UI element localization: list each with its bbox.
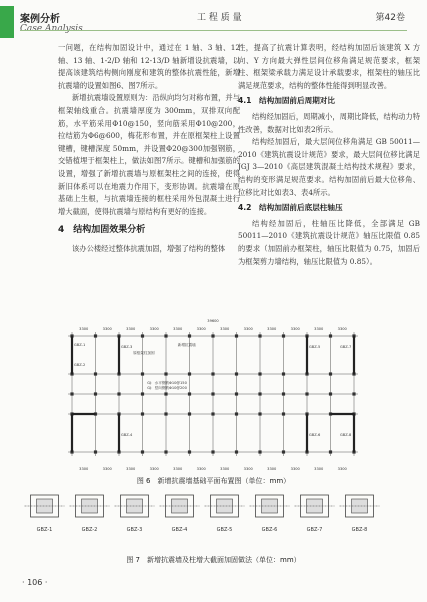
dimension-label: 3300 <box>79 327 89 331</box>
column-mark <box>258 372 261 375</box>
dimension-label: 3300 <box>196 327 206 331</box>
column-mark <box>211 372 214 375</box>
column-mark <box>141 372 144 375</box>
wall-tag: GBZ-4 <box>121 433 133 437</box>
detail-tag: GBZ-1 <box>36 527 53 533</box>
dimension-label: 3300 <box>102 467 112 471</box>
dimension-label: 3300 <box>314 467 324 471</box>
detail-tag: GBZ-3 <box>126 527 143 533</box>
dimension-label: 3300 <box>220 467 230 471</box>
wall-tag: GBZ-5 <box>309 345 321 349</box>
column-mark <box>305 392 308 395</box>
column-mark <box>188 372 191 375</box>
column-mark <box>141 334 144 337</box>
note-label: GJ：水平钢筋Φ10@150 <box>147 381 187 385</box>
column-mark <box>70 392 73 395</box>
column-mark <box>188 392 191 395</box>
column-mark <box>258 412 261 415</box>
page-header <box>0 6 427 32</box>
foundation-plan-drawing <box>54 314 372 474</box>
column-mark <box>141 450 144 453</box>
column-mark <box>94 450 97 453</box>
column-mark <box>188 450 191 453</box>
figure-7-caption: 图 7 新增抗震墙及柱增大截面加固做法（单位：mm） <box>126 556 301 564</box>
dimension-label: 3300 <box>267 327 277 331</box>
column-mark <box>211 412 214 415</box>
detail-tag: GBZ-6 <box>261 527 278 533</box>
detail-tag: GBZ-7 <box>306 527 323 533</box>
dimension-label: 3300 <box>126 327 136 331</box>
column-mark <box>164 392 167 395</box>
column-mark <box>211 450 214 453</box>
wall-tag: GBZ-7 <box>340 345 352 349</box>
note-label: GJ：竖向钢筋Φ10@200 <box>147 386 187 390</box>
wall-tag: GBZ-6 <box>309 433 321 437</box>
column-mark <box>235 372 238 375</box>
magazine-title: 工 程 质 量 <box>197 13 242 23</box>
column-mark <box>94 334 97 337</box>
dimension-label: 3300 <box>290 467 300 471</box>
column-mark <box>188 334 191 337</box>
column-mark <box>235 450 238 453</box>
column-mark <box>188 412 191 415</box>
figure-6-caption: 图 6 新增抗震墙基础平面布置图（单位：mm） <box>136 477 291 485</box>
left-column <box>58 42 240 256</box>
column-mark <box>329 392 332 395</box>
dimension-label: 3300 <box>243 327 253 331</box>
wall-tag: GBZ-1 <box>74 343 86 347</box>
dimension-label: 3300 <box>337 327 347 331</box>
column-mark <box>235 412 238 415</box>
column-mark <box>141 392 144 395</box>
column-mark <box>282 334 285 337</box>
paragraph: 新增抗震墙设置原则为：沿纵向均匀对称布置，并与框架轴线重合。抗震墙厚度为 300mm，双排双向配筋，水平筋采用Φ10@150，竖向筋采用Φ10@200，拉结筋为Φ6@600，梅花形布置，并在原框架柱上设置键槽，键槽深度 50mm，并设置Φ20@300加强钢筋，交错植埋于框架柱上，做法如图7所示。键槽和加强筋的设置，增强了新增抗震墙与原框架柱之间的连接，使得新旧体系可以在地震力作用下，变形协调。抗震墙在原基础上生根，与抗震墙连接的框柱采用外包混凝土进行增大截面，使得抗震墙与原结构有更好的连接。 <box>58 93 240 216</box>
volume-number: 第42卷 <box>375 13 405 23</box>
right-column <box>238 42 420 268</box>
paragraph: 结构经加固后，周期减小，周期比降低，结构动力特性改善，数据对比如表2所示。 <box>238 111 420 134</box>
dimension-label: 3300 <box>79 467 89 471</box>
paragraph: 一问题，在结构加固设计中，通过在 1 轴、3 轴、12 轴、13 轴、1-2/D 轴和 12-13/D 轴新增设抗震墙，以提高该建筑结构侧向刚度和建筑的整体抗震性能，新增抗震墙的设置如图6、图7所示。 <box>58 43 240 90</box>
dimension-label: 3300 <box>149 327 159 331</box>
paragraph: 该办公楼经过整体抗震加固，增强了结构的整体 <box>72 243 226 253</box>
subsection-heading: 4.1 结构加固前后周期对比 <box>238 96 335 106</box>
detail-tag: GBZ-2 <box>81 527 98 533</box>
column-mark <box>211 392 214 395</box>
column-mark <box>235 334 238 337</box>
column-mark <box>329 372 332 375</box>
column-mark <box>235 392 238 395</box>
column-mark <box>282 450 285 453</box>
dimension-label: 3300 <box>149 467 159 471</box>
detail-tag: GBZ-4 <box>171 527 188 533</box>
column-mark <box>258 392 261 395</box>
column-mark <box>164 450 167 453</box>
dimension-label: 3300 <box>314 327 324 331</box>
column-mark <box>258 334 261 337</box>
section-title: 案例分析 <box>20 14 60 25</box>
column-mark <box>164 412 167 415</box>
paragraph: 性，提高了抗震计算表明，经结构加固后该建筑 X 方向、Y 方向最大弹性层间位移角满足规范要求，框架柱、框架梁承载力满足设计承载要求，框架柱的轴压比满足规范要求，结构的整体性能得到明显改善。 <box>238 43 420 90</box>
dimension-label: 3300 <box>290 327 300 331</box>
column-mark <box>282 392 285 395</box>
dimension-label: 3300 <box>173 467 183 471</box>
dimension-label: 3300 <box>337 467 347 471</box>
dimension-label: 3300 <box>243 467 253 471</box>
column-mark <box>258 450 261 453</box>
subsection-heading: 4.2 结构加固前后底层柱轴压 <box>238 203 343 213</box>
dimension-label: 3300 <box>267 467 277 471</box>
dimension-total: 39600 <box>207 319 219 323</box>
column-mark <box>282 372 285 375</box>
section-title-en: Case Analysis <box>20 24 83 34</box>
column-mark <box>211 334 214 337</box>
paragraph: 结构经加固后，柱轴压比降低，全部满足 GB 50011—2010《建筑抗震设计规范》轴压比限值 0.85 的要求（加固前办框架柱，轴压比限值为 0.75，加固后为框架剪力墙结构，轴压比限值为 0.85）。 <box>238 218 420 266</box>
column-mark <box>164 372 167 375</box>
wall-tag: GBZ-8 <box>340 433 352 437</box>
column-mark <box>329 334 332 337</box>
column-mark <box>329 450 332 453</box>
dimension-label: 3300 <box>126 467 136 471</box>
dimension-label: 3300 <box>173 327 183 331</box>
wall-tag: GBZ-2 <box>74 363 86 367</box>
column-mark <box>352 392 355 395</box>
dimension-label: 3300 <box>102 327 112 331</box>
column-mark <box>141 412 144 415</box>
header-divider <box>20 30 407 31</box>
note-label: 原框架柱加固 <box>133 351 155 355</box>
detail-tag: GBZ-5 <box>216 527 233 533</box>
dimension-label: 3300 <box>220 327 230 331</box>
wall-detail-drawings <box>22 487 382 537</box>
detail-tag: GBZ-8 <box>351 527 368 533</box>
section-heading: 4 结构加固效果分析 <box>58 225 146 236</box>
note-label: 新增抗震墙 <box>177 343 196 347</box>
column-mark <box>117 392 120 395</box>
column-mark <box>282 412 285 415</box>
page-number: · 106 · <box>22 578 48 587</box>
column-mark <box>94 372 97 375</box>
paragraph: 结构经加固后，最大层间位移角满足 GB 50011—2010《建筑抗震设计规范》要求，最大层间位移比满足 JGJ 3—2010《高层建筑混凝土结构技术规程》要求，结构的变形满足规范要求。结构加固前后最大位移角、位移比对比如表3、表4所示。 <box>238 137 420 197</box>
dimension-label: 3300 <box>196 467 206 471</box>
column-mark <box>164 334 167 337</box>
wall-tag: GBZ-3 <box>121 345 133 349</box>
column-mark <box>94 392 97 395</box>
